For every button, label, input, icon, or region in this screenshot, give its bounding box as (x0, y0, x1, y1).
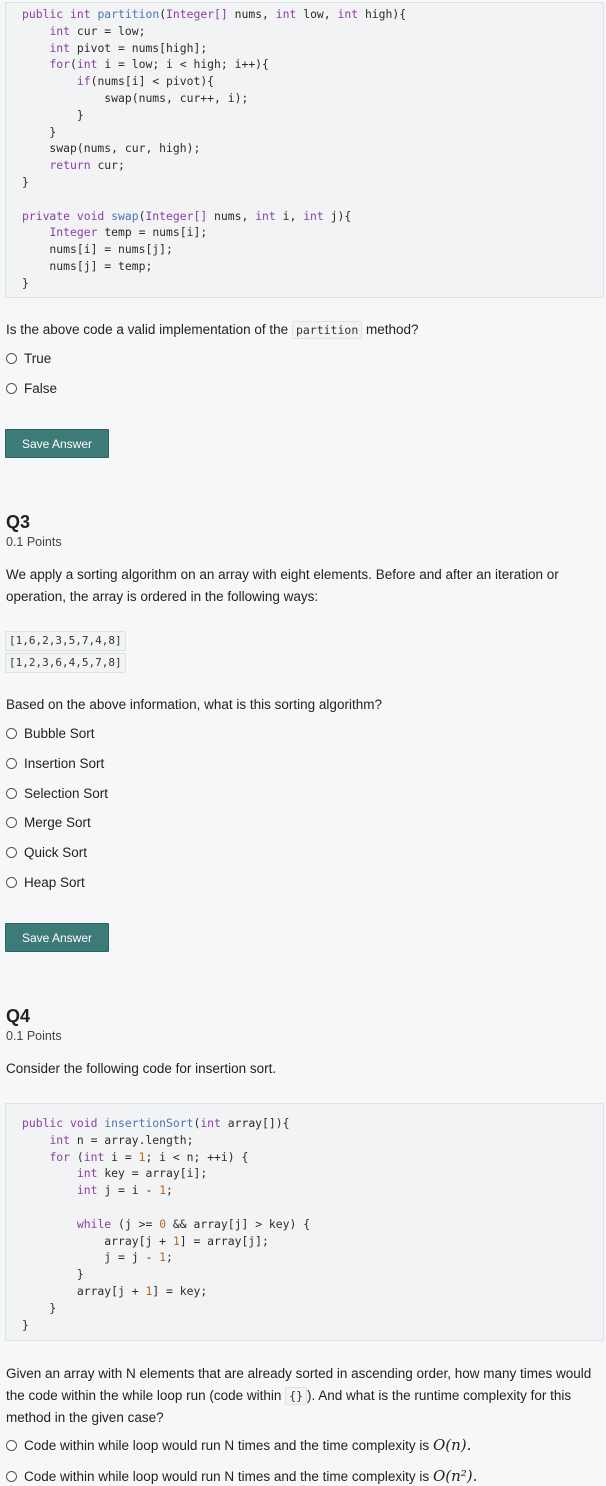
q2-prompt-text: Is the above code a valid implementation of the (6, 322, 292, 337)
radio-button[interactable] (6, 1440, 17, 1451)
q4-title: Q4 (6, 1006, 31, 1026)
q2-prompt (6, 319, 419, 342)
radio-button[interactable] (6, 788, 17, 799)
code-line: } (22, 107, 84, 122)
code-line: nums[j] = temp; (22, 258, 153, 273)
code-line: } (22, 174, 29, 189)
option-label: Code within while loop would run N times and the time complexity is (24, 1437, 430, 1453)
code-line: int key = array[i]; (76, 1166, 208, 1181)
code-line: public void insertionSort(int array[]){ (22, 1116, 290, 1130)
q3-prompt: We apply a sorting algorithm on an array with eight elements. Before and after an iteration or operation, the array is ordered in the following ways: (6, 567, 559, 604)
q4-option-2[interactable] (6, 1466, 477, 1486)
radio-button[interactable] (6, 1471, 17, 1482)
code-line (22, 191, 603, 208)
q2-inline-code: partition (292, 321, 362, 339)
option-label: Code within while loop would run N times and the time complexity is (24, 1468, 430, 1484)
complexity-math: O(n²). (432, 1467, 478, 1485)
radio-button[interactable] (6, 383, 17, 394)
q3-save-answer-button[interactable]: Save Answer (5, 923, 109, 952)
code-line: } (22, 275, 29, 290)
q4-question-suffix: ). And what is the runtime complexity for this method in the given case? (6, 1387, 572, 1426)
code-line: int pivot = nums[high]; (49, 40, 208, 55)
radio-button[interactable] (6, 728, 17, 739)
code-line: int cur = low; (49, 23, 146, 38)
q3-option-heap-sort[interactable] (6, 872, 85, 892)
code-line: int n = array.length; (49, 1132, 194, 1147)
q4-question (6, 1363, 602, 1429)
q4-prompt: Consider the following code for insertion sort. (6, 1061, 277, 1076)
q2-save-answer-button[interactable]: Save Answer (5, 429, 109, 458)
code-line: } (22, 1267, 84, 1282)
code-line: j = j - 1; (22, 1250, 173, 1265)
radio-button[interactable] (6, 877, 17, 888)
radio-button[interactable] (6, 758, 17, 769)
q3-option-bubble-sort[interactable] (6, 723, 95, 743)
code-line: if(nums[i] < pivot){ (76, 74, 215, 89)
q4-question-text: Given an array with N elements that are already sorted in ascending order, how many times would the code within the while loop run (code within (6, 1366, 592, 1403)
q3-option-quick-sort[interactable] (6, 842, 87, 862)
q3-array-after: [1,2,3,6,4,5,7,8] (5, 653, 126, 673)
code-line: swap(nums, cur, high); (22, 141, 201, 156)
q3-option-selection-sort[interactable] (6, 783, 108, 803)
radio-button[interactable] (6, 353, 17, 364)
code-line: public int partition(Integer[] nums, int low, int high){ (22, 7, 407, 21)
code-line: return cur; (49, 158, 125, 173)
code-line: } (22, 1317, 29, 1332)
q3-points: 0.1 Points (6, 535, 62, 549)
complexity-math: O(n). (432, 1436, 472, 1454)
q4-inline-code: {} (285, 1387, 307, 1405)
option-label: Selection Sort (24, 785, 109, 801)
insertion-sort-code-block (5, 1103, 604, 1341)
code-line: } (22, 124, 57, 139)
q2-option-true[interactable] (6, 348, 51, 368)
radio-button[interactable] (6, 847, 17, 858)
code-line: int j = i - 1; (76, 1183, 173, 1198)
q4-points: 0.1 Points (6, 1029, 62, 1043)
q3-array-before: [1,6,2,3,5,7,4,8] (5, 631, 126, 651)
q3-title: Q3 (6, 512, 31, 532)
code-line: for (int i = 1; i < n; ++i) { (49, 1149, 249, 1164)
option-label: Insertion Sort (24, 755, 105, 771)
option-label: Quick Sort (24, 844, 88, 860)
option-label: Bubble Sort (24, 725, 95, 741)
code-line: } (22, 1300, 57, 1315)
option-label: False (24, 380, 58, 396)
code-line: array[j + 1] = key; (22, 1283, 208, 1298)
option-label: Merge Sort (24, 814, 91, 830)
q3-question: Based on the above information, what is this sorting algorithm? (6, 697, 382, 712)
code-line: nums[i] = nums[j]; (22, 242, 173, 257)
code-line: private void swap(Integer[] nums, int i, int j){ (22, 208, 352, 223)
option-label: Heap Sort (24, 874, 85, 890)
partition-code-block (5, 2, 604, 298)
code-line: while (j >= 0 && array[j] > key) { (76, 1216, 311, 1231)
code-line (22, 1199, 603, 1216)
q2-prompt-suffix: method? (362, 322, 419, 337)
code-line: Integer temp = nums[i]; (49, 225, 208, 240)
radio-button[interactable] (6, 817, 17, 828)
q3-option-merge-sort[interactable] (6, 812, 91, 832)
code-line: for(int i = low; i < high; i++){ (49, 57, 269, 72)
q4-option-1[interactable] (6, 1435, 471, 1455)
code-line: swap(nums, cur++, i); (22, 90, 249, 105)
q2-option-false[interactable] (6, 378, 57, 398)
q3-option-insertion-sort[interactable] (6, 753, 104, 773)
option-label: True (24, 350, 52, 366)
code-line: array[j + 1] = array[j]; (22, 1233, 269, 1248)
